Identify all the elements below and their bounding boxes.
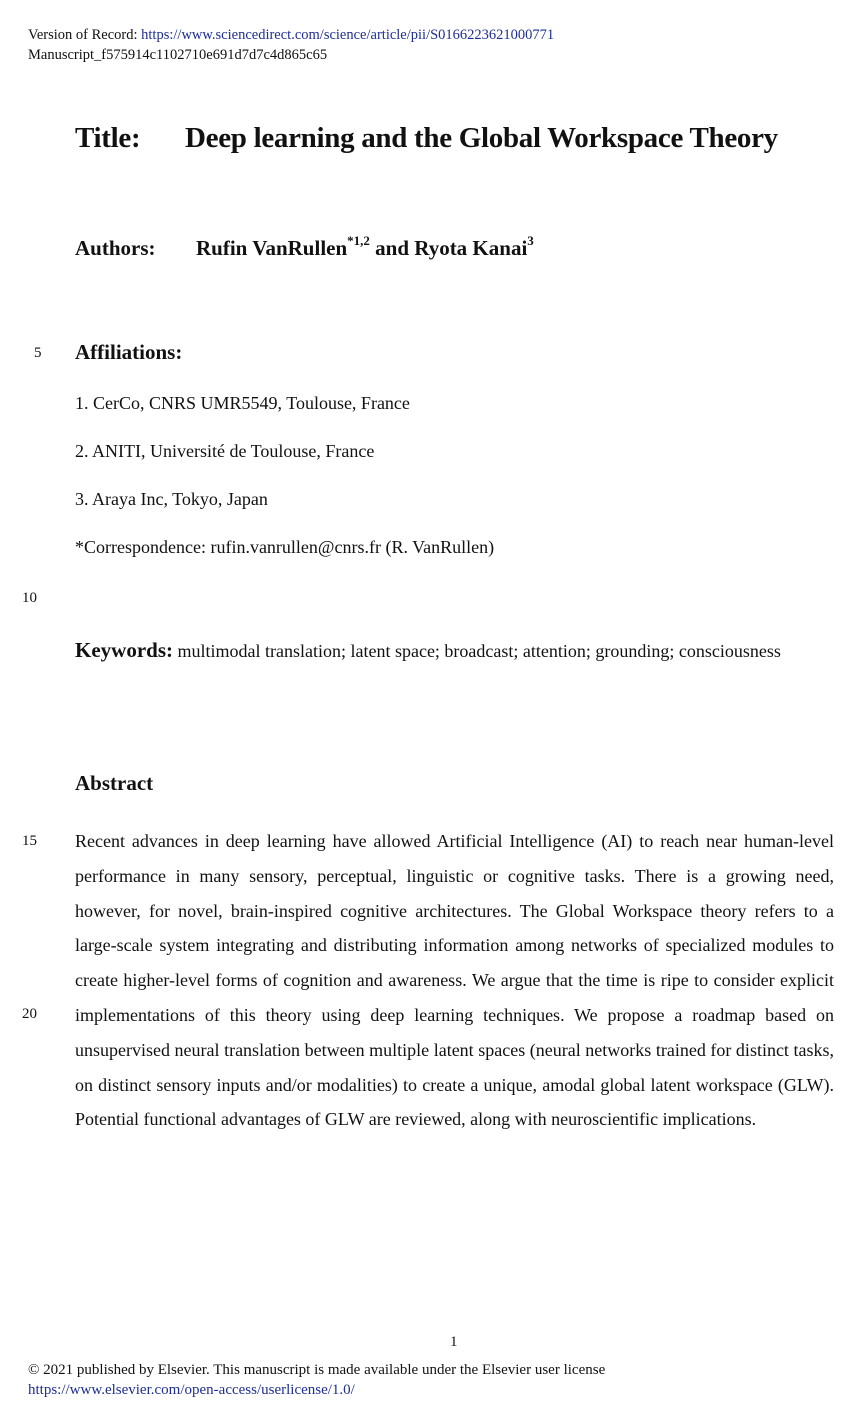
authors-label: Authors: — [75, 236, 156, 260]
correspondence: *Correspondence: rufin.vanrullen@cnrs.fr (R. VanRullen) — [75, 537, 495, 557]
version-url-link[interactable]: https://www.sciencedirect.com/science/article/pii/S0166223621000771 — [141, 27, 555, 43]
author-2: and Ryota Kanai — [369, 236, 528, 260]
affiliation-3: 3. Araya Inc, Tokyo, Japan — [75, 489, 268, 509]
author-1-superscript: *1,2 — [347, 233, 370, 248]
manuscript-id: Manuscript_f575914c1102710e691d7d7c4d865c65 — [28, 47, 328, 63]
author-2-superscript: 3 — [527, 233, 534, 248]
license-url-link[interactable]: https://www.elsevier.com/open-access/userlicense/1.0/ — [28, 1382, 355, 1398]
authors — [75, 233, 534, 261]
keywords-text: multimodal translation; latent space; broadcast; attention; grounding; consciousness — [177, 641, 781, 661]
abstract-heading: Abstract — [75, 771, 154, 795]
version-of-record — [28, 26, 554, 44]
page-number: 1 — [450, 1334, 458, 1350]
title-text: Deep learning and the Global Workspace Theory — [185, 122, 778, 154]
line-number-5: 5 — [34, 345, 42, 361]
version-label: Version of Record: — [28, 27, 142, 43]
author-1: Rufin VanRullen — [196, 236, 348, 260]
line-number-20: 20 — [22, 1006, 37, 1022]
affiliation-2: 2. ANITI, Université de Toulouse, France — [75, 441, 375, 461]
title-label: Title: — [75, 122, 141, 154]
license-text: © 2021 published by Elsevier. This manuscript is made available under the Elsevier user license — [28, 1362, 606, 1378]
keywords-label: Keywords: — [75, 638, 173, 662]
line-number-15: 15 — [22, 833, 37, 849]
line-number-10: 10 — [22, 590, 37, 606]
affiliation-1: 1. CerCo, CNRS UMR5549, Toulouse, France — [75, 393, 410, 413]
affiliations-heading: Affiliations: — [75, 340, 183, 364]
keywords — [75, 632, 834, 670]
license-url-container — [28, 1382, 355, 1399]
abstract-text: Recent advances in deep learning have allowed Artificial Intelligence (AI) to reach near human-level performance in many sensory, perceptual, linguistic or cognitive tasks. There is a growing need, however, for novel, brain-inspired cognitive architectures. The Global Workspace theory refers to a large-scale system integrating and distributing information among networks of specialized modules to create higher-level forms of cognition and awareness. We argue that the time is ripe to consider explicit implementations of this theory using deep learning techniques. We propose a roadmap based on unsupervised neural translation between multiple latent spaces (neural networks trained for distinct tasks, on distinct sensory inputs and/or modalities) to create a unique, amodal global latent workspace (GLW). Potential functional advantages of GLW are reviewed, along with neuroscientific implications. — [75, 831, 834, 1130]
page-title — [75, 122, 778, 155]
